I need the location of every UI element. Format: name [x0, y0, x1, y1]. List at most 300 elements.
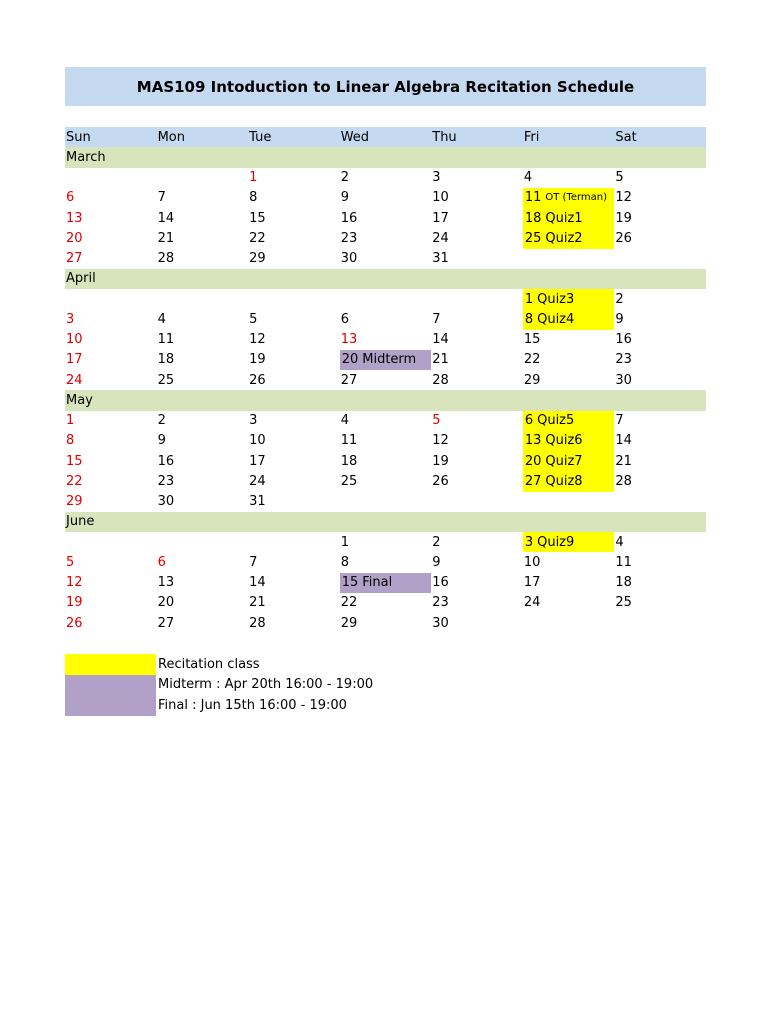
day-number: 1 — [340, 534, 349, 550]
day-cell — [157, 593, 249, 613]
day-cell — [65, 228, 157, 248]
day-cell — [614, 309, 706, 329]
day-number: 5 — [66, 554, 75, 570]
event-label: Quiz5 — [537, 413, 575, 429]
empty-cell — [614, 249, 706, 269]
day-cell — [523, 370, 615, 390]
exam-swatch-top — [65, 675, 156, 696]
event-label: Final — [362, 575, 393, 591]
week-row — [65, 573, 706, 593]
day-cell — [614, 330, 706, 350]
day-number: 17 — [66, 352, 83, 368]
week-row — [65, 249, 706, 269]
day-number: 29 — [66, 494, 83, 510]
day-cell — [157, 573, 249, 593]
day-number: 18 — [157, 352, 175, 368]
day-number: 24 — [432, 230, 449, 246]
empty-cell — [248, 289, 340, 309]
day-number: 30 — [432, 615, 449, 631]
day-number: 22 — [66, 473, 83, 489]
weekday-header-thu: Thu — [432, 129, 457, 145]
week-row — [65, 451, 706, 471]
empty-cell — [614, 492, 706, 512]
day-number: 18 — [524, 210, 542, 226]
day-cell — [65, 573, 157, 593]
day-cell — [65, 309, 157, 329]
day-number: 17 — [249, 453, 266, 469]
week-row — [65, 532, 706, 552]
day-number: 11 — [157, 332, 175, 348]
day-number: 28 — [615, 473, 632, 489]
day-cell — [340, 613, 432, 633]
day-number: 1 — [249, 170, 258, 186]
day-cell — [523, 330, 615, 350]
empty-cell — [431, 289, 523, 309]
week-row — [65, 370, 706, 390]
day-cell — [614, 593, 706, 613]
day-cell — [431, 249, 523, 269]
day-cell — [523, 168, 615, 188]
event-label: Quiz3 — [537, 291, 575, 307]
empty-cell — [340, 492, 432, 512]
day-number: 10 — [249, 433, 266, 449]
day-cell — [614, 289, 706, 309]
day-number: 16 — [615, 332, 632, 348]
event-label: Quiz6 — [545, 433, 583, 449]
day-cell — [248, 309, 340, 329]
day-cell — [614, 228, 706, 248]
week-row — [65, 168, 706, 188]
empty-cell — [523, 613, 615, 633]
day-cell — [431, 330, 523, 350]
day-cell — [523, 593, 615, 613]
day-number: 23 — [615, 352, 632, 368]
event-label: Quiz4 — [537, 311, 575, 327]
day-cell — [431, 411, 523, 431]
day-cell — [157, 330, 249, 350]
day-cell — [523, 411, 615, 431]
week-row — [65, 613, 706, 633]
week-row — [65, 350, 706, 370]
day-number: 14 — [615, 433, 632, 449]
day-number: 20 — [524, 453, 542, 469]
month-row-march — [65, 147, 706, 167]
day-number: 4 — [615, 534, 624, 550]
event-label: Midterm — [362, 352, 417, 368]
month-row-june — [65, 512, 706, 532]
day-number: 3 — [432, 170, 441, 186]
day-cell — [65, 350, 157, 370]
day-number: 9 — [340, 190, 349, 206]
day-cell — [65, 330, 157, 350]
week-row — [65, 188, 706, 208]
event-label: OT (Terman) — [545, 192, 608, 204]
day-cell — [65, 208, 157, 228]
empty-cell — [431, 492, 523, 512]
day-number: 25 — [340, 473, 358, 489]
day-cell — [157, 613, 249, 633]
day-number: 22 — [340, 595, 358, 611]
day-number: 8 — [340, 554, 349, 570]
day-cell — [614, 188, 706, 208]
month-row-april — [65, 269, 706, 289]
day-cell — [431, 208, 523, 228]
day-number: 19 — [615, 210, 632, 226]
day-number: 22 — [523, 352, 541, 368]
page-title: MAS109 Intoduction to Linear Algebra Recitation Schedule — [65, 67, 706, 106]
day-number: 14 — [157, 210, 175, 226]
day-number: 9 — [157, 433, 166, 449]
day-number: 30 — [157, 494, 175, 510]
recitation-swatch — [65, 654, 156, 675]
day-cell — [248, 208, 340, 228]
day-cell — [340, 168, 432, 188]
day-cell — [614, 471, 706, 491]
day-number: 12 — [66, 575, 83, 591]
day-cell — [65, 370, 157, 390]
day-cell — [65, 552, 157, 572]
day-number: 9 — [615, 311, 624, 327]
day-cell — [523, 471, 615, 491]
day-cell — [340, 573, 432, 593]
day-number: 25 — [615, 595, 632, 611]
day-number: 2 — [340, 170, 349, 186]
day-number: 25 — [524, 230, 542, 246]
day-number: 29 — [249, 251, 266, 267]
day-number: 24 — [523, 595, 541, 611]
legend-final — [65, 695, 373, 716]
day-cell — [614, 451, 706, 471]
month-label: June — [66, 514, 95, 530]
day-cell — [65, 613, 157, 633]
month-row-may — [65, 390, 706, 410]
day-cell — [248, 370, 340, 390]
day-cell — [157, 431, 249, 451]
day-number: 23 — [340, 230, 358, 246]
day-number: 8 — [524, 311, 534, 327]
day-number: 31 — [249, 494, 266, 510]
day-cell — [340, 208, 432, 228]
month-label: March — [66, 149, 106, 165]
day-cell — [614, 411, 706, 431]
day-number: 21 — [249, 595, 266, 611]
day-number: 6 — [157, 554, 166, 570]
day-number: 26 — [615, 230, 632, 246]
legend-final-label: Final : Jun 15th 16:00 - 19:00 — [158, 697, 347, 713]
day-number: 13 — [66, 210, 83, 226]
day-cell — [340, 532, 432, 552]
day-cell — [340, 431, 432, 451]
day-cell — [431, 532, 523, 552]
empty-cell — [65, 289, 157, 309]
weekday-header-wed: Wed — [340, 129, 370, 145]
day-number: 7 — [615, 413, 624, 429]
event-label: Quiz2 — [545, 230, 583, 246]
legend-midterm — [65, 675, 373, 696]
week-row — [65, 330, 706, 350]
day-cell — [340, 411, 432, 431]
week-row — [65, 471, 706, 491]
day-number: 29 — [340, 615, 358, 631]
day-cell — [340, 593, 432, 613]
week-row — [65, 552, 706, 572]
empty-cell — [65, 532, 157, 552]
day-number: 19 — [66, 595, 83, 611]
day-number: 10 — [432, 190, 449, 206]
day-number: 6 — [66, 190, 75, 206]
day-number: 13 — [524, 433, 542, 449]
legend-midterm-label: Midterm : Apr 20th 16:00 - 19:00 — [158, 677, 374, 693]
day-number: 31 — [432, 251, 449, 267]
day-number: 20 — [157, 595, 175, 611]
day-cell — [248, 471, 340, 491]
day-number: 21 — [432, 352, 449, 368]
month-label: May — [66, 392, 93, 408]
day-cell — [65, 411, 157, 431]
week-row — [65, 208, 706, 228]
day-cell — [65, 188, 157, 208]
day-number: 2 — [432, 534, 441, 550]
day-number: 8 — [249, 190, 258, 206]
day-cell — [157, 370, 249, 390]
day-number: 28 — [249, 615, 266, 631]
day-number: 20 — [341, 352, 359, 368]
weekday-header-sat: Sat — [615, 129, 637, 145]
day-cell — [248, 168, 340, 188]
day-number: 13 — [157, 575, 175, 591]
day-number: 11 — [340, 433, 358, 449]
day-cell — [523, 208, 615, 228]
day-cell — [523, 289, 615, 309]
day-number: 16 — [157, 453, 175, 469]
day-number: 11 — [524, 190, 542, 206]
day-number: 28 — [432, 372, 449, 388]
day-cell — [157, 309, 249, 329]
day-cell — [614, 350, 706, 370]
day-cell — [248, 573, 340, 593]
day-number: 25 — [157, 372, 175, 388]
event-label: Quiz1 — [545, 210, 583, 226]
day-cell — [614, 552, 706, 572]
day-number: 6 — [340, 311, 349, 327]
day-cell — [340, 552, 432, 572]
day-cell — [340, 330, 432, 350]
day-number: 18 — [615, 575, 632, 591]
day-number: 30 — [340, 251, 358, 267]
day-number: 3 — [524, 534, 534, 550]
day-cell — [340, 451, 432, 471]
empty-cell — [65, 168, 157, 188]
day-number: 19 — [432, 453, 449, 469]
day-number: 21 — [157, 230, 175, 246]
day-number: 29 — [523, 372, 541, 388]
day-number: 14 — [432, 332, 449, 348]
day-number: 8 — [66, 433, 75, 449]
day-cell — [614, 370, 706, 390]
day-cell — [523, 451, 615, 471]
day-cell — [431, 309, 523, 329]
week-row — [65, 492, 706, 512]
day-cell — [157, 471, 249, 491]
day-number: 7 — [432, 311, 441, 327]
week-row — [65, 309, 706, 329]
day-cell — [248, 249, 340, 269]
day-number: 11 — [615, 554, 632, 570]
day-cell — [248, 431, 340, 451]
day-number: 1 — [66, 413, 75, 429]
day-number: 24 — [249, 473, 266, 489]
day-cell — [523, 573, 615, 593]
day-cell — [340, 370, 432, 390]
day-number: 15 — [249, 210, 266, 226]
weekday-header-mon: Mon — [157, 129, 185, 145]
day-number: 23 — [157, 473, 175, 489]
day-number: 10 — [523, 554, 541, 570]
day-number: 17 — [432, 210, 449, 226]
day-cell — [248, 188, 340, 208]
day-cell — [248, 552, 340, 572]
schedule-table — [65, 127, 706, 633]
empty-cell — [523, 249, 615, 269]
day-number: 26 — [249, 372, 266, 388]
day-number: 3 — [249, 413, 258, 429]
day-cell — [157, 249, 249, 269]
day-number: 12 — [615, 190, 632, 206]
day-cell — [614, 168, 706, 188]
day-cell — [248, 228, 340, 248]
day-cell — [157, 188, 249, 208]
empty-cell — [157, 168, 249, 188]
day-number: 4 — [157, 311, 166, 327]
day-number: 20 — [66, 230, 83, 246]
day-number: 5 — [249, 311, 258, 327]
day-cell — [248, 613, 340, 633]
empty-cell — [523, 492, 615, 512]
day-cell — [157, 228, 249, 248]
day-cell — [523, 350, 615, 370]
week-row — [65, 289, 706, 309]
day-cell — [431, 168, 523, 188]
legend-recitation-label: Recitation class — [158, 656, 260, 672]
day-number: 27 — [340, 372, 358, 388]
day-cell — [523, 228, 615, 248]
day-cell — [431, 593, 523, 613]
day-cell — [614, 431, 706, 451]
day-cell — [248, 330, 340, 350]
month-label: April — [66, 271, 96, 287]
day-cell — [614, 208, 706, 228]
day-cell — [523, 431, 615, 451]
day-cell — [248, 350, 340, 370]
day-number: 6 — [524, 413, 534, 429]
day-number: 18 — [340, 453, 358, 469]
empty-cell — [157, 289, 249, 309]
day-cell — [431, 350, 523, 370]
event-label: Quiz9 — [537, 534, 575, 550]
day-number: 10 — [66, 332, 83, 348]
day-number: 27 — [524, 473, 542, 489]
day-number: 14 — [249, 575, 266, 591]
day-number: 16 — [432, 575, 449, 591]
week-row — [65, 228, 706, 248]
day-cell — [157, 208, 249, 228]
day-cell — [248, 492, 340, 512]
day-number: 22 — [249, 230, 266, 246]
day-number: 2 — [615, 291, 624, 307]
day-cell — [248, 593, 340, 613]
event-label: Quiz7 — [545, 453, 583, 469]
day-cell — [65, 249, 157, 269]
day-cell — [523, 552, 615, 572]
day-cell — [431, 451, 523, 471]
weekday-header-sun: Sun — [66, 129, 91, 145]
day-number: 15 — [66, 453, 83, 469]
day-number: 28 — [157, 251, 175, 267]
weekday-header-fri: Fri — [523, 129, 540, 145]
day-cell — [340, 188, 432, 208]
day-cell — [431, 552, 523, 572]
day-number: 2 — [157, 413, 166, 429]
day-cell — [614, 532, 706, 552]
day-number: 21 — [615, 453, 632, 469]
empty-cell — [340, 289, 432, 309]
weekday-header-row — [65, 127, 706, 147]
day-number: 3 — [66, 311, 75, 327]
day-cell — [340, 249, 432, 269]
day-cell — [340, 309, 432, 329]
week-row — [65, 593, 706, 613]
day-number: 7 — [249, 554, 258, 570]
day-number: 12 — [432, 433, 449, 449]
exam-swatch-bottom — [65, 695, 156, 716]
day-number: 24 — [66, 372, 83, 388]
day-cell — [65, 471, 157, 491]
weekday-header-tue: Tue — [249, 129, 272, 145]
event-label: Quiz8 — [545, 473, 583, 489]
day-cell — [248, 411, 340, 431]
day-cell — [157, 492, 249, 512]
week-row — [65, 411, 706, 431]
day-cell — [431, 228, 523, 248]
day-cell — [65, 431, 157, 451]
legend-recitation — [65, 654, 373, 675]
legend — [65, 654, 373, 716]
day-cell — [431, 370, 523, 390]
day-cell — [340, 228, 432, 248]
day-number: 9 — [432, 554, 441, 570]
day-number: 19 — [249, 352, 266, 368]
day-number: 23 — [432, 595, 449, 611]
day-cell — [65, 593, 157, 613]
day-cell — [614, 573, 706, 593]
day-number: 16 — [340, 210, 358, 226]
day-number: 7 — [157, 190, 166, 206]
day-number: 1 — [524, 291, 534, 307]
day-cell — [157, 350, 249, 370]
day-number: 5 — [615, 170, 624, 186]
day-cell — [340, 471, 432, 491]
day-number: 17 — [523, 575, 541, 591]
empty-cell — [614, 613, 706, 633]
day-cell — [65, 451, 157, 471]
day-cell — [523, 532, 615, 552]
week-row — [65, 431, 706, 451]
day-cell — [157, 451, 249, 471]
day-number: 13 — [340, 332, 358, 348]
day-cell — [523, 309, 615, 329]
day-cell — [157, 411, 249, 431]
empty-cell — [157, 532, 249, 552]
